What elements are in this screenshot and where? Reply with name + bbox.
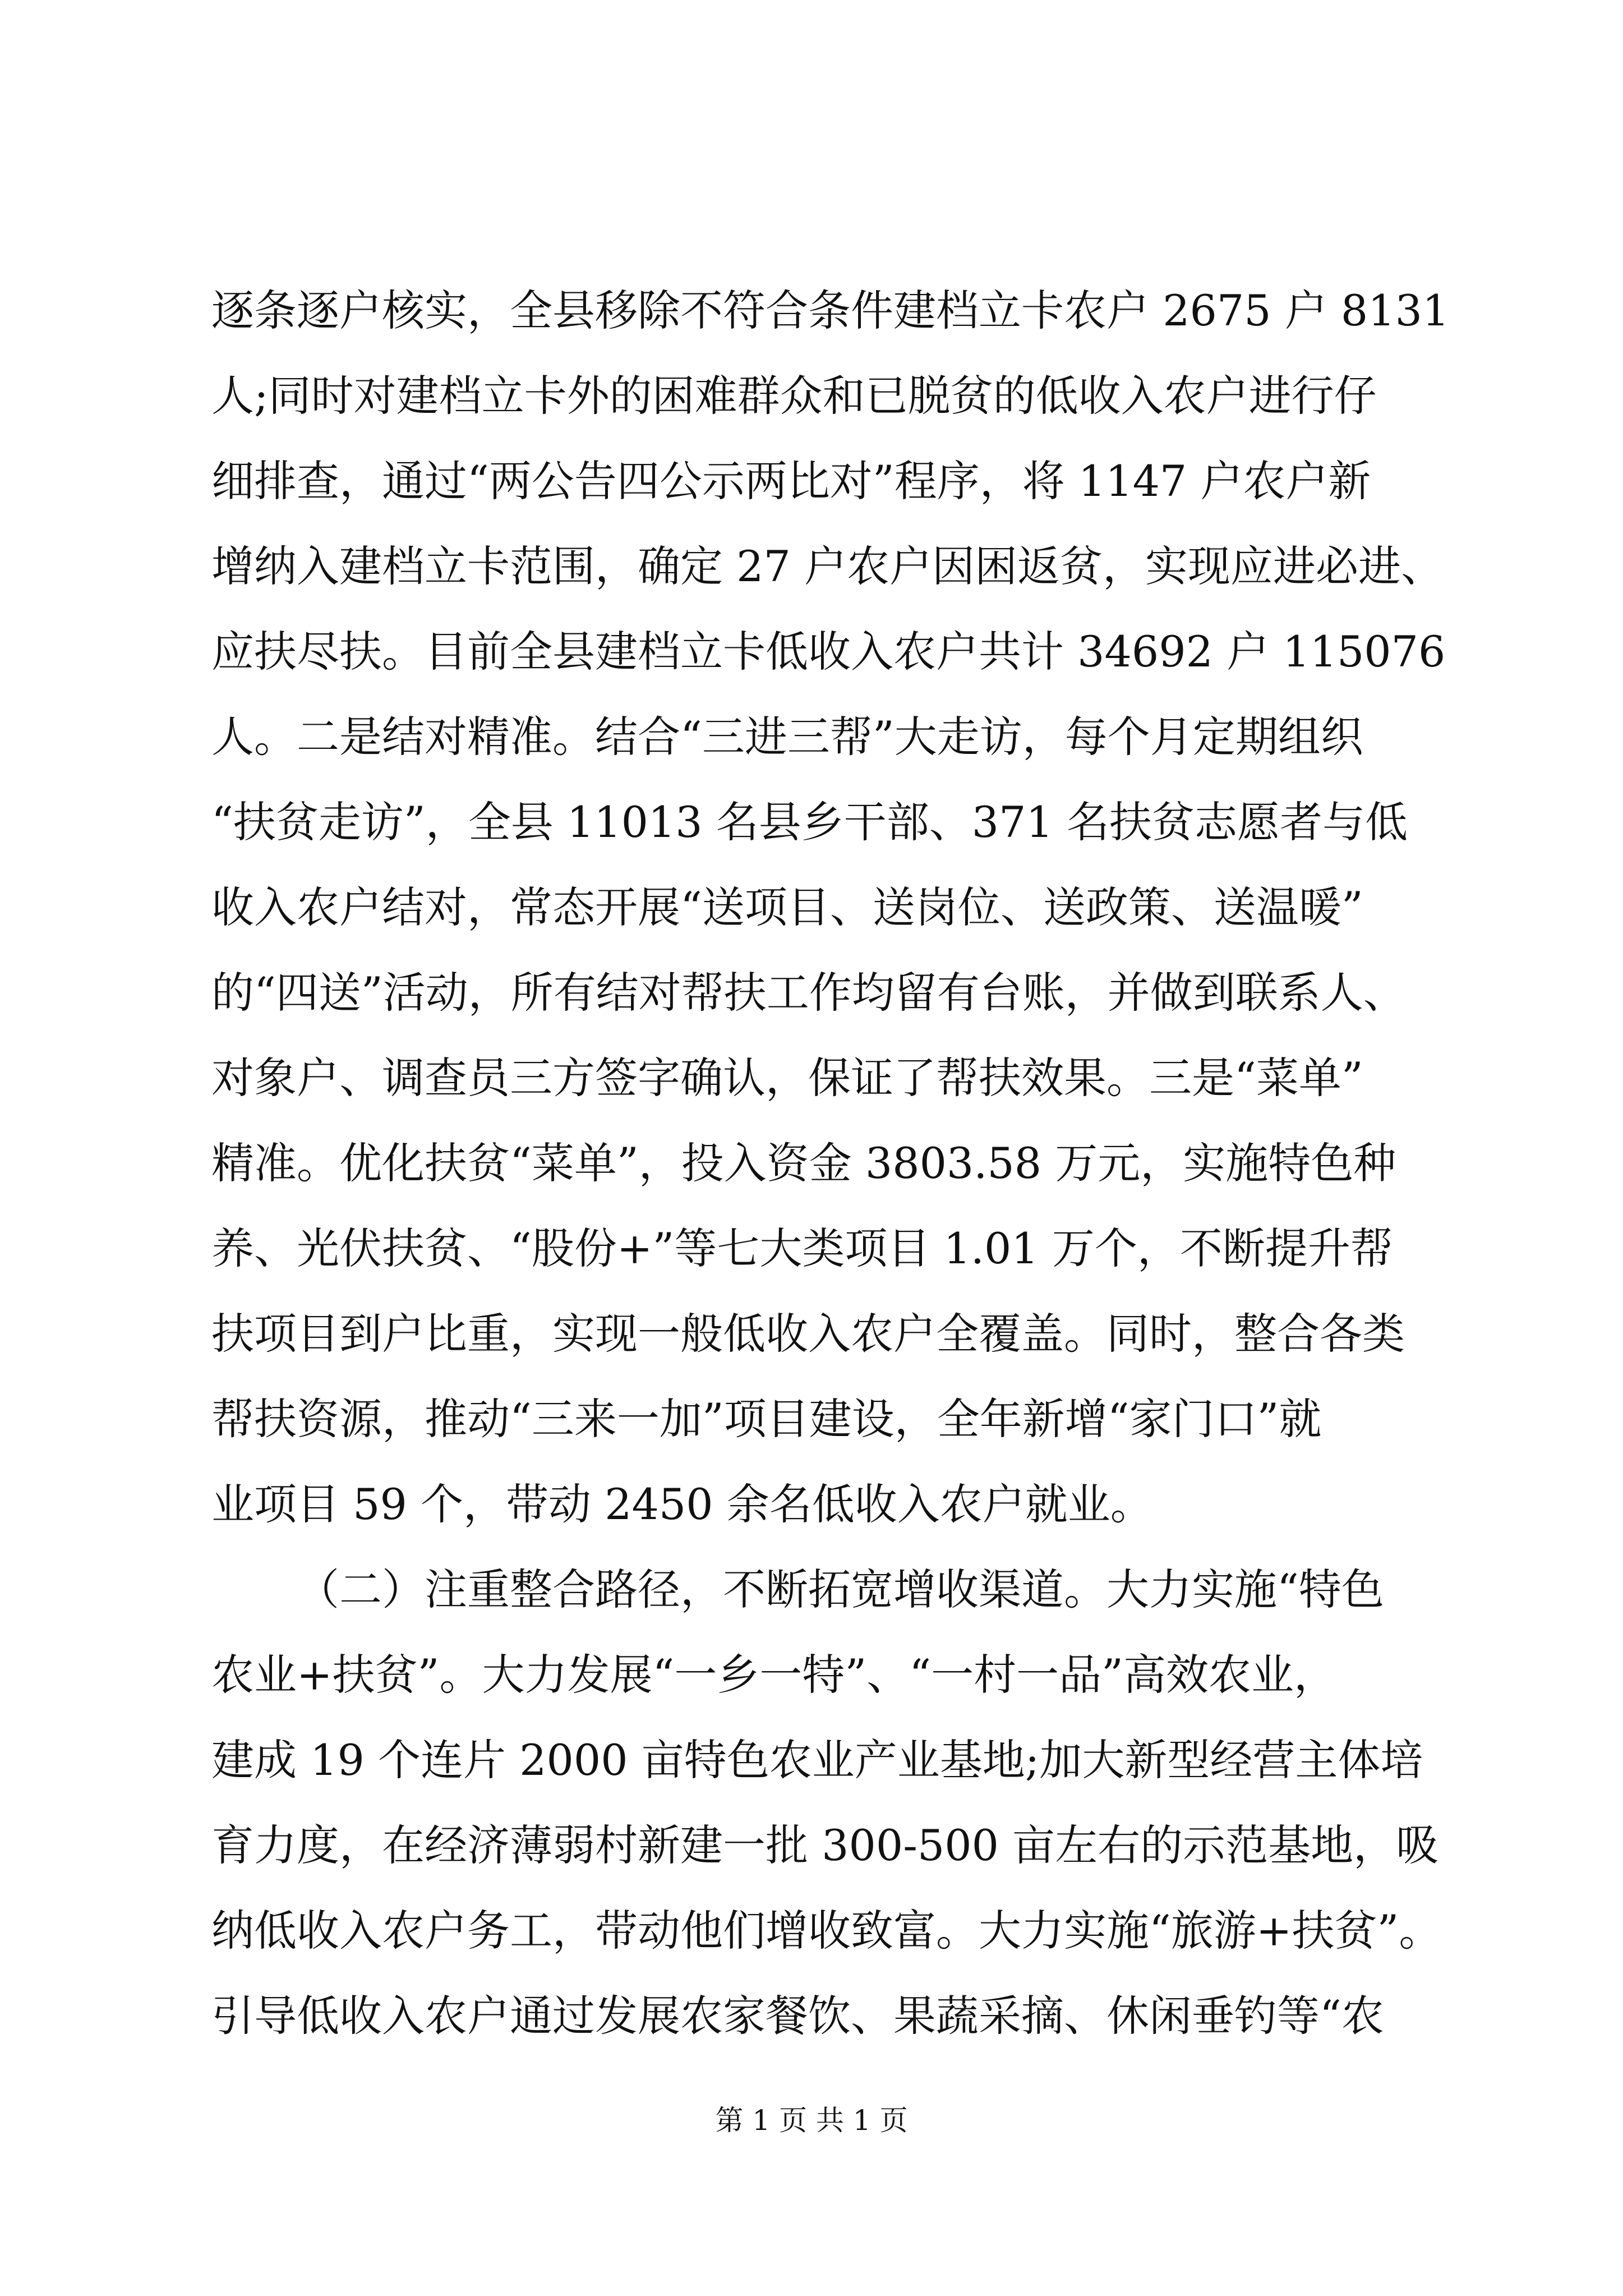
page-number-footer: 第 1 页 共 1 页	[715, 2104, 908, 2137]
text-line: 精准。优化扶贫“菜单”，投入资金 3803.58 万元，实施特色种	[211, 1138, 1396, 1188]
text-line: 帮扶资源，推动“三来一加”项目建设，全年新增“家门口”就	[211, 1394, 1322, 1444]
text-line: 扶项目到户比重，实现一般低收入农户全覆盖。同时，整合各类	[211, 1309, 1405, 1359]
text-line: 农业+扶贫”。大力发展“一乡一特”、“一村一品”高效农业，	[211, 1650, 1336, 1700]
text-line: 对象户、调查员三方签字确认，保证了帮扶效果。三是“菜单”	[211, 1053, 1363, 1103]
text-line: 业项目 59 个，带动 2450 余名低收入农户就业。	[211, 1479, 1153, 1529]
text-line: 应扶尽扶。目前全县建档立卡低收入农户共计 34692 户 115076	[211, 627, 1446, 677]
text-line: 养、光伏扶贫、“股份+”等七大类项目 1.01 万个，不断提升帮	[211, 1223, 1393, 1273]
text-line: “扶贫走访”，全县 11013 名县乡干部、371 名扶贫志愿者与低	[211, 797, 1408, 847]
text-line: 逐条逐户核实，全县移除不符合条件建档立卡农户 2675 户 8131	[211, 286, 1450, 335]
text-line: 细排查，通过“两公告四公示两比对”程序，将 1147 户农户新	[211, 456, 1371, 506]
text-line: 纳低收入农户务工，带动他们增收致富。大力实施“旅游+扶贫”。	[211, 1906, 1442, 1955]
text-line: 人;同时对建档立卡外的困难群众和已脱贫的低收入农户进行仔	[211, 371, 1377, 421]
text-line: 的“四送”活动，所有结对帮扶工作均留有台账，并做到联系人、	[211, 968, 1406, 1018]
document-body	[211, 268, 1450, 2059]
text-line: 建成 19 个连片 2000 亩特色农业产业基地;加大新型经营主体培	[211, 1735, 1423, 1785]
text-line: 育力度，在经济薄弱村新建一批 300-500 亩左右的示范基地，吸	[211, 1820, 1439, 1870]
text-line: 收入农户结对，常态开展“送项目、送岗位、送政策、送温暖”	[211, 882, 1363, 932]
text-line: 人。二是结对精准。结合“三进三帮”大走访，每个月定期组织	[211, 712, 1363, 762]
text-line: 增纳入建档立卡范围，确定 27 户农户因困返贫，实现应进必进、	[211, 541, 1444, 591]
text-line: 引导低收入农户通过发展农家餐饮、果蔬采摘、休闲垂钓等“农	[211, 1991, 1384, 2041]
paragraph-start-line: （二）注重整合路径，不断拓宽增收渠道。大力实施“特色	[297, 1565, 1384, 1614]
